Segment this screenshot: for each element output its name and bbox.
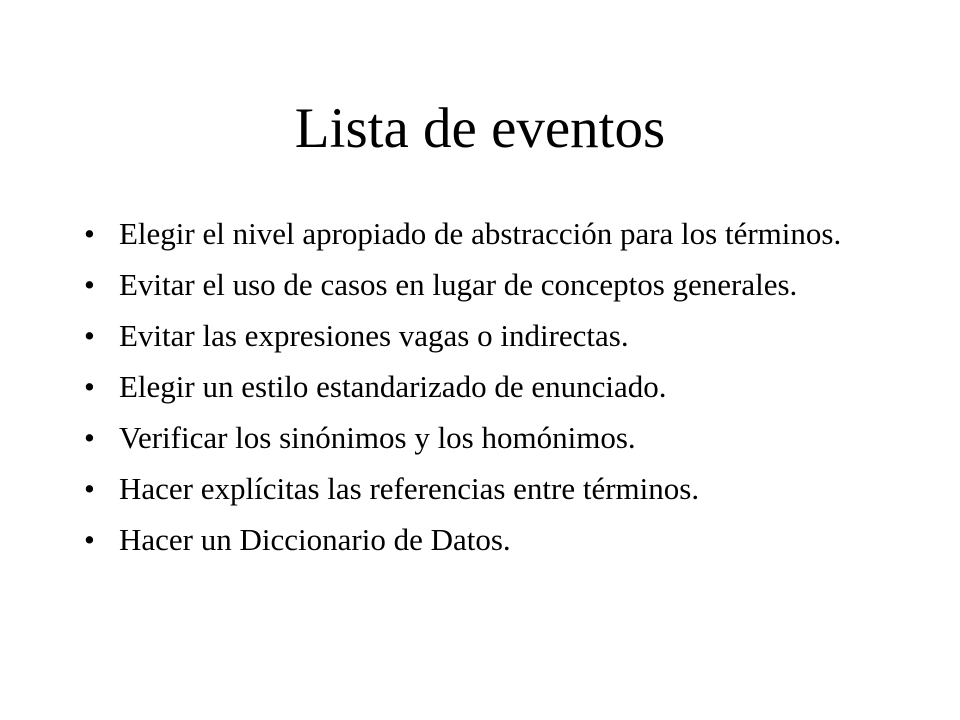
list-item-text: Evitar el uso de casos en lugar de conceptos generales. bbox=[119, 267, 798, 302]
bullet-icon: • bbox=[84, 522, 95, 557]
bullet-icon: • bbox=[84, 471, 95, 506]
list-item-text: Evitar las expresiones vagas o indirectas. bbox=[119, 318, 629, 353]
bullet-icon: • bbox=[84, 369, 95, 404]
list-item bbox=[84, 215, 844, 253]
list-item bbox=[84, 368, 844, 406]
list-item bbox=[84, 266, 844, 304]
list-item-text: Hacer un Diccionario de Datos. bbox=[119, 522, 511, 557]
bullet-icon: • bbox=[84, 216, 95, 251]
list-item-text: Elegir un estilo estandarizado de enunciado. bbox=[119, 369, 667, 404]
list-item bbox=[84, 470, 844, 508]
slide-title: Lista de eventos bbox=[294, 97, 666, 160]
list-item-text: Verificar los sinónimos y los homónimos. bbox=[119, 420, 636, 455]
list-item-text: Elegir el nivel apropiado de abstracción para los términos. bbox=[119, 216, 842, 251]
bullet-icon: • bbox=[84, 420, 95, 455]
list-item bbox=[84, 521, 844, 559]
bullet-icon: • bbox=[84, 267, 95, 302]
list-item-text: Hacer explícitas las referencias entre términos. bbox=[119, 471, 700, 506]
list-item bbox=[84, 317, 844, 355]
bullet-icon: • bbox=[84, 318, 95, 353]
bullet-list bbox=[84, 215, 844, 572]
list-item bbox=[84, 419, 844, 457]
